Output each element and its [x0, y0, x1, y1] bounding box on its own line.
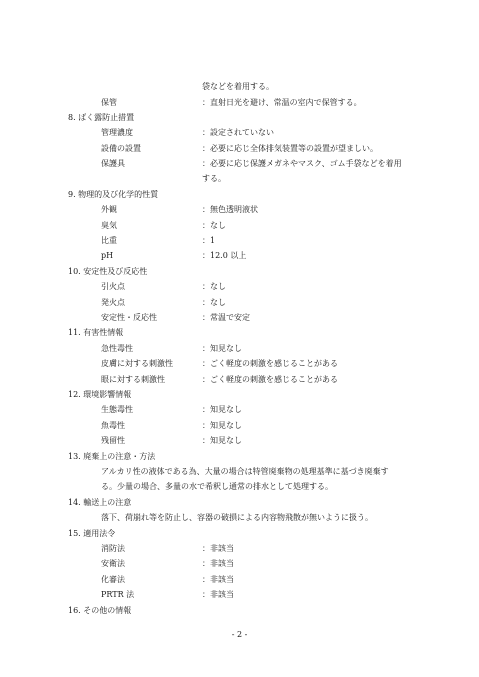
section-12-title: 12. 環境影響情報 — [68, 390, 132, 399]
s10-row-label: 発火点 — [101, 298, 125, 307]
s9-row-label: pH — [101, 251, 114, 260]
s9-row-value: ：1 — [202, 236, 216, 245]
s15-row-label: PRTR 法 — [101, 590, 135, 599]
s11-row-label: 急性毒性 — [101, 344, 133, 353]
s9-row-value: ：無色透明液状 — [202, 205, 258, 214]
page-number: - 2 - — [231, 630, 248, 639]
section-14-title: 14. 輸送上の注意 — [68, 498, 132, 507]
s12-row-value: ：知見なし — [202, 421, 242, 430]
s15-row-value: ：非該当 — [202, 575, 234, 584]
s10-row-value: ：常温で安定 — [202, 313, 250, 322]
s10-row-label: 安定性・反応性 — [101, 313, 157, 322]
s8-continuation: する。 — [202, 174, 226, 183]
s15-row-value: ：非該当 — [202, 590, 234, 599]
section-13-title: 13. 廃棄上の注意・方法 — [68, 452, 156, 461]
s15-row-value: ：非該当 — [202, 544, 234, 553]
s10-row-value: ：なし — [202, 298, 226, 307]
s11-row-label: 眼に対する刺激性 — [101, 375, 165, 384]
section-11-title: 11. 有害性情報 — [68, 328, 124, 337]
s9-row-label: 比重 — [101, 236, 117, 245]
s12-row-label: 残留性 — [101, 436, 125, 445]
s15-row-label: 化審法 — [101, 575, 125, 584]
storage-label: 保管 — [101, 98, 117, 107]
section-10-title: 10. 安定性及び反応性 — [68, 267, 148, 276]
s12-row-value: ：知見なし — [202, 405, 242, 414]
s8-row-value: ：設定されていない — [202, 128, 274, 137]
s11-row-value: ：ごく軽度の刺激を感じることがある — [202, 375, 338, 384]
s9-row-label: 臭気 — [101, 221, 117, 230]
section-16-title: 16. その他の情報 — [68, 606, 132, 615]
section-8-title: 8. ばく露防止措置 — [68, 113, 135, 122]
section-9-title: 9. 物理的及び化学的性質 — [68, 190, 159, 199]
section-15-title: 15. 適用法令 — [68, 529, 116, 538]
s12-row-value: ：知見なし — [202, 436, 242, 445]
protective-gear-continuation: 袋などを着用する。 — [202, 82, 274, 91]
s8-row-label: 管理濃度 — [101, 128, 133, 137]
s12-row-label: 魚毒性 — [101, 421, 125, 430]
s11-row-value: ：知見なし — [202, 344, 242, 353]
s13-paragraph-line: る。少量の場合、多量の水で希釈し通常の排水として処理する。 — [101, 482, 333, 491]
s14-paragraph-line: 落下、荷崩れ等を防止し、容器の破損による内容物飛散が無いように扱う。 — [101, 513, 373, 522]
s15-row-value: ：非該当 — [202, 559, 234, 568]
s9-row-value: ：なし — [202, 221, 226, 230]
s12-row-label: 生態毒性 — [101, 405, 133, 414]
s8-row-value: ：必要に応じ全体排気装置等の設置が望ましい。 — [202, 144, 378, 153]
s15-row-label: 安衛法 — [101, 559, 125, 568]
s13-paragraph-line: アルカリ性の液体である為、大量の場合は特管廃棄物の処理基準に基づき廃棄す — [101, 467, 389, 476]
s9-row-value: ：12.0 以上 — [202, 251, 247, 260]
s9-row-label: 外観 — [101, 205, 117, 214]
storage-value: ：直射日光を避け、常温の室内で保管する。 — [202, 98, 362, 107]
s8-row-label: 保護具 — [101, 159, 125, 168]
s8-row-label: 設備の設置 — [101, 144, 141, 153]
s11-row-label: 皮膚に対する刺激性 — [101, 359, 173, 368]
s8-row-value: ：必要に応じ保護メガネやマスク、ゴム手袋などを着用 — [202, 159, 402, 168]
s10-row-label: 引火点 — [101, 282, 125, 291]
s11-row-value: ：ごく軽度の刺激を感じることがある — [202, 359, 338, 368]
s10-row-value: ：なし — [202, 282, 226, 291]
s15-row-label: 消防法 — [101, 544, 125, 553]
